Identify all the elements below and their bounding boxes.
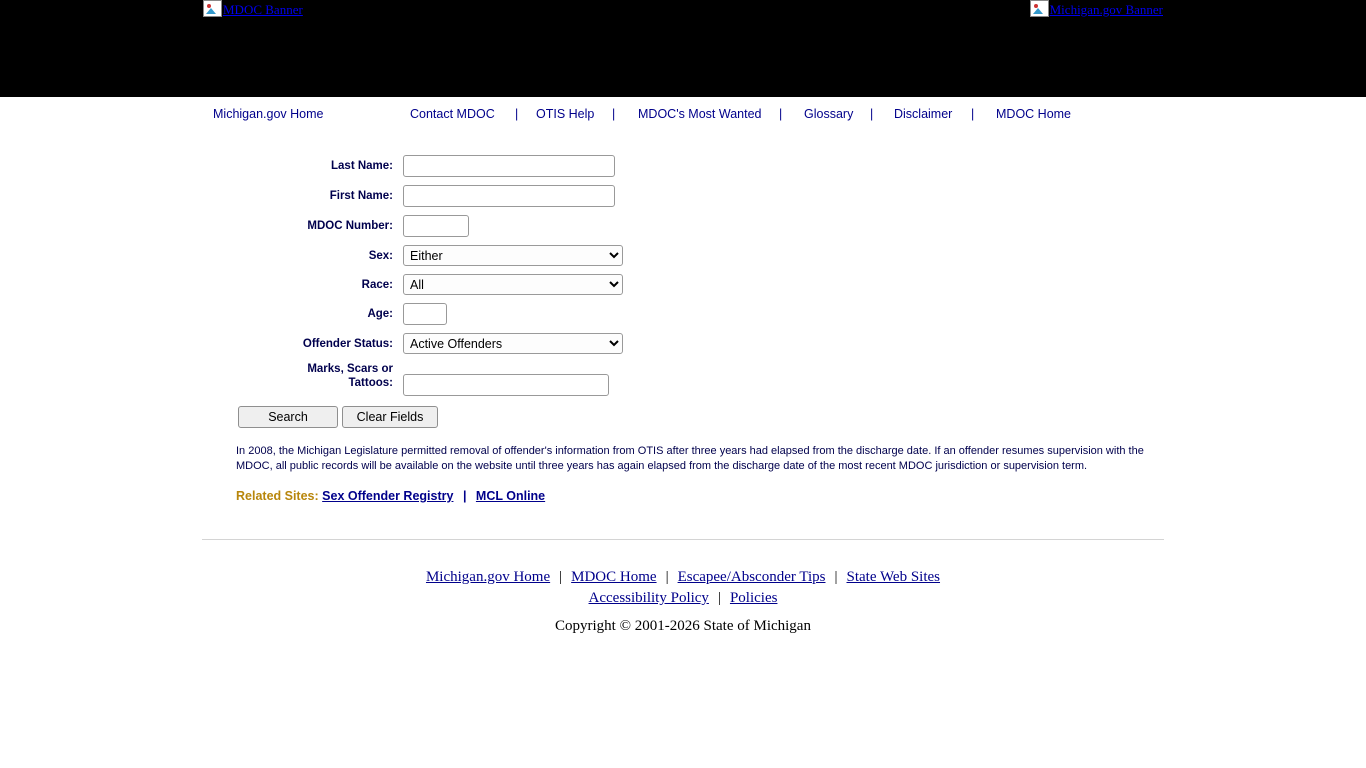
last-name-input[interactable] [403,155,615,177]
footer-link-mdoc-home[interactable]: MDOC Home [571,569,657,585]
nav-contact-mdoc[interactable]: Contact MDOC [410,107,495,121]
nav-mdoc-most-wanted[interactable]: MDOC's Most Wanted [638,107,762,121]
nav-separator: | [971,107,975,121]
race-select[interactable] [403,274,623,295]
marks-label-line2: Tattoos: [348,377,393,389]
field-row-sex [203,245,1163,266]
footer-separator: | [665,569,669,585]
mdoc-number-input[interactable] [403,215,469,237]
footer-separator: | [559,569,563,585]
search-form-container [203,155,1163,503]
footer-divider [202,539,1164,540]
field-row-offender-status [203,333,1163,354]
offender-status-field-wrap [403,333,623,354]
broken-image-icon [1030,0,1049,17]
mdoc-banner-image[interactable] [203,0,303,18]
first-name-input[interactable] [403,185,615,207]
offender-status-label: Offender Status: [302,338,393,350]
nav-glossary[interactable]: Glossary [804,107,854,121]
nav-michigan-gov-home[interactable]: Michigan.gov Home [213,107,324,121]
footer-link-state-web-sites[interactable]: State Web Sites [846,569,941,585]
form-buttons [238,406,1163,428]
primary-navigation [0,97,1366,133]
nav-disclaimer[interactable]: Disclaimer [894,107,953,121]
first-name-field-wrap [403,185,615,207]
mdoc-number-field-wrap [403,215,469,237]
footer-link-policies[interactable]: Policies [729,590,778,606]
nav-separator: | [870,107,874,121]
nav-separator: | [515,107,519,121]
footer-link-michigan-gov-home[interactable]: Michigan.gov Home [425,569,551,585]
mdoc-banner-alt-text: MDOC Banner [223,2,303,17]
footer-separator: | [717,590,721,606]
offender-search-form [203,155,1163,428]
footer-link-accessibility-policy[interactable]: Accessibility Policy [588,590,709,606]
clear-fields-button[interactable]: Clear Fields [342,406,438,428]
marks-scars-tattoos-input[interactable] [403,374,609,396]
field-row-marks [203,362,1163,396]
footer-separator: | [834,569,838,585]
last-name-label: Last Name: [331,160,393,172]
related-link-mcl-online[interactable]: MCL Online [475,489,546,503]
age-label: Age: [367,308,393,320]
nav-otis-help[interactable]: OTIS Help [536,107,595,121]
first-name-label: First Name: [329,190,393,202]
site-footer [0,568,1366,635]
field-row-last-name [203,155,1163,177]
copyright-text: Copyright © 2001-2026 State of Michigan [555,618,811,634]
related-separator: | [462,489,467,503]
related-link-sex-offender-registry[interactable]: Sex Offender Registry [322,489,454,503]
search-button[interactable]: Search [238,406,338,428]
field-row-mdoc-number [203,215,1163,237]
marks-field-wrap [403,362,609,396]
footer-link-escapee-absconder-tips[interactable]: Escapee/Absconder Tips [677,569,826,585]
sex-select[interactable] [403,245,623,266]
marks-scars-tattoos-label [203,362,403,390]
last-name-field-wrap [403,155,615,177]
broken-image-icon [203,0,222,17]
footer-links-row-2 [0,589,1366,607]
field-row-age [203,303,1163,325]
nav-separator: | [779,107,783,121]
related-sites-label: Related Sites: [236,489,319,503]
marks-label-line1: Marks, Scars or [307,363,393,375]
nav-separator: | [612,107,616,121]
age-input[interactable] [403,303,447,325]
field-row-first-name [203,185,1163,207]
offender-status-select[interactable] [403,333,623,354]
michigan-banner-alt-text: Michigan.gov Banner [1049,2,1163,17]
field-row-race [203,274,1163,295]
age-field-wrap [403,303,447,325]
michigan-banner-image[interactable] [1030,0,1163,18]
site-banner [0,0,1366,97]
legislature-disclaimer-text: In 2008, the Michigan Legislature permitted removal of offender's information from OTIS after three years had elapsed from the discharge date. If an offender resumes supervision with the MDOC, all public records will be available on the website until three years has again elapsed from the discharge date of the most recent MDOC jurisdiction or supervision term. [236,445,1144,472]
sex-label: Sex: [368,250,393,262]
race-label: Race: [361,279,393,291]
mdoc-number-label: MDOC Number: [307,220,393,232]
related-sites [236,489,1163,503]
sex-field-wrap [403,245,623,266]
footer-links-row-1 [0,568,1366,586]
race-field-wrap [403,274,623,295]
nav-mdoc-home[interactable]: MDOC Home [996,107,1072,121]
